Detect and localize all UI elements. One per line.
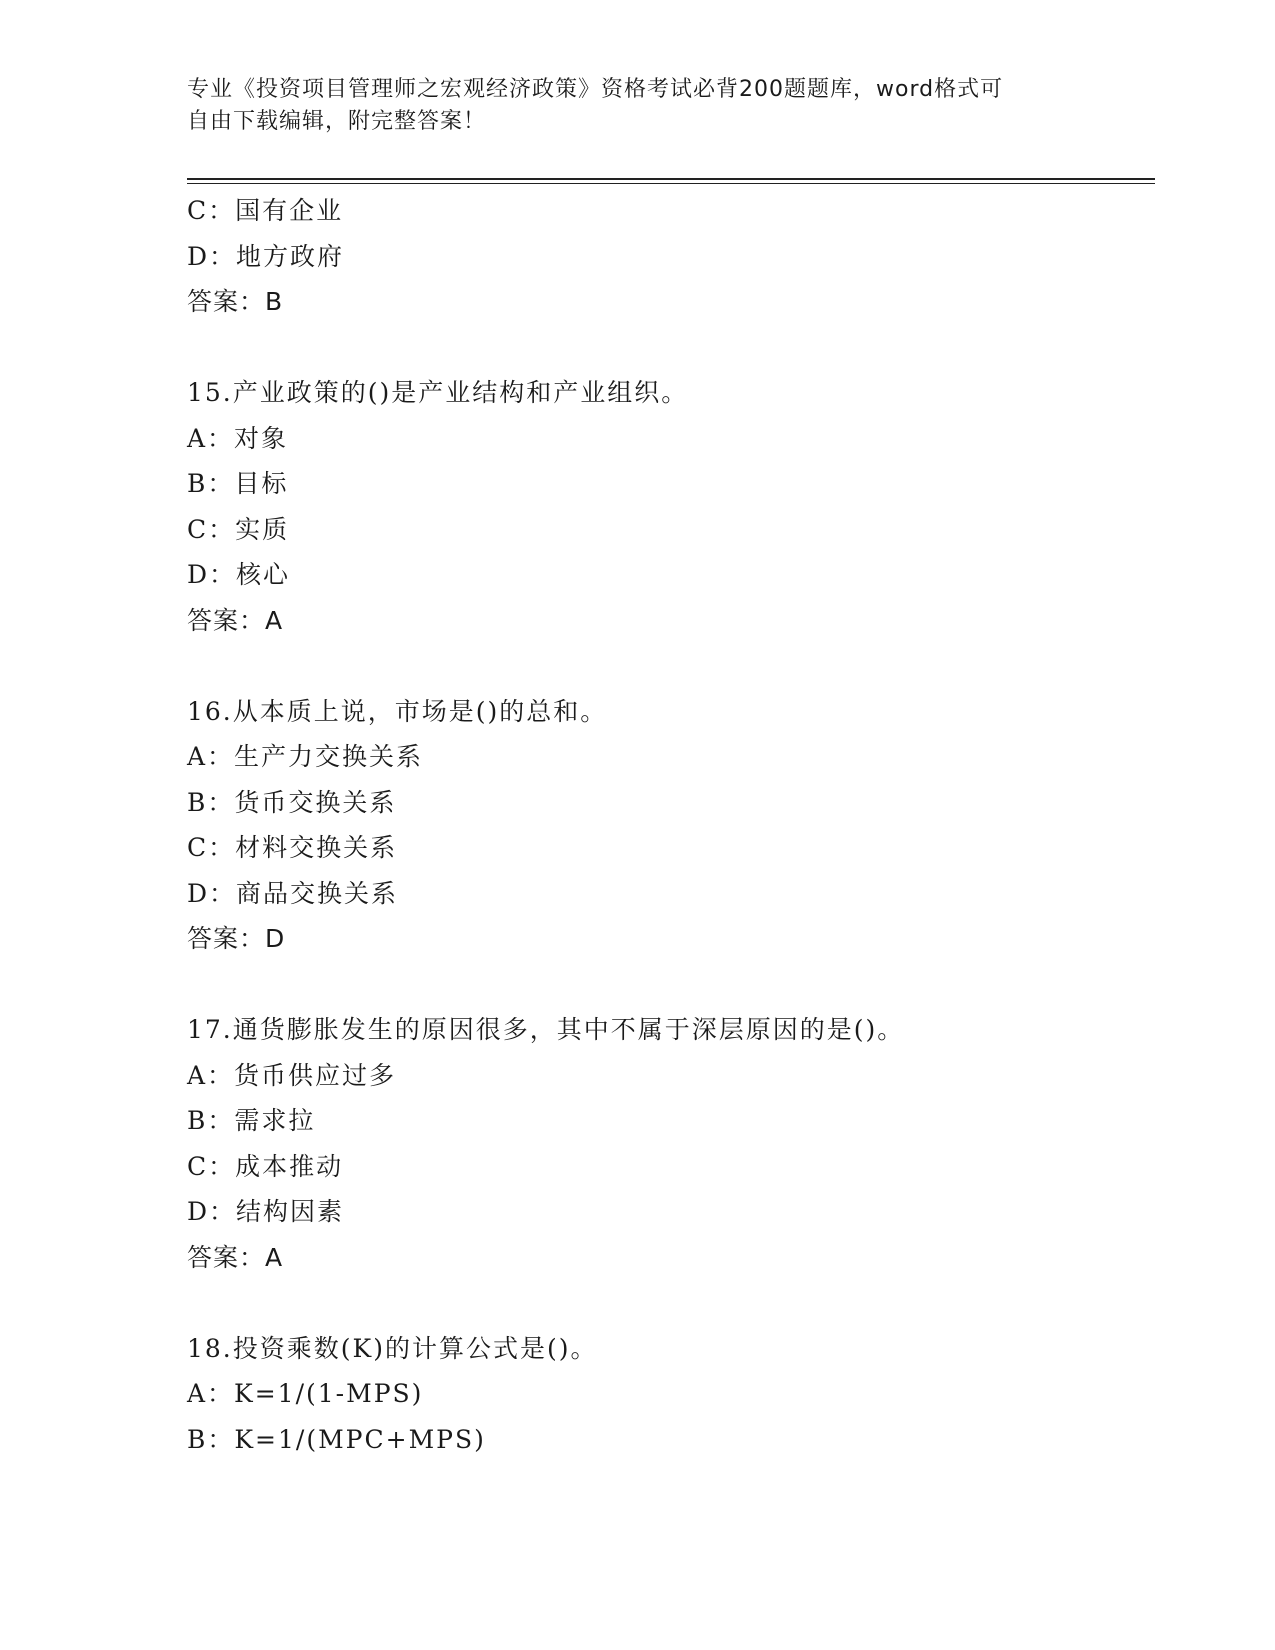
question-17 xyxy=(187,1007,1155,1280)
document-header xyxy=(187,74,1067,138)
option-a: A：对象 xyxy=(187,423,289,453)
option-a: A：生产力交换关系 xyxy=(187,742,424,771)
question-stem: 17.通货膨胀发生的原因很多，其中不属于深层原因的是()。 xyxy=(187,1015,905,1044)
question-list xyxy=(187,188,1155,1462)
option-b: B：目标 xyxy=(187,469,289,498)
answer-line: 答案：D xyxy=(187,924,286,953)
header-line-2: 自由下载编辑，附完整答案！ xyxy=(187,109,487,134)
option-d: D：核心 xyxy=(187,560,291,589)
header-rule-thin xyxy=(187,183,1155,184)
answer-line: 答案：A xyxy=(187,605,284,635)
spacer xyxy=(187,325,1155,371)
question-15 xyxy=(187,370,1155,643)
spacer xyxy=(187,962,1155,1008)
header-line-1: 专业《投资项目管理师之宏观经济政策》资格考试必背200题题库，word格式可 xyxy=(187,77,1004,102)
question-16 xyxy=(187,689,1155,962)
option-d: D：地方政府 xyxy=(187,241,345,271)
question-stem: 18.投资乘数(K)的计算公式是()。 xyxy=(187,1333,598,1363)
option-d: D：结构因素 xyxy=(187,1197,345,1226)
option-c: C：成本推动 xyxy=(187,1151,344,1181)
option-b: B：K=1/(MPC+MPS) xyxy=(187,1424,486,1454)
option-a: A：货币供应过多 xyxy=(187,1060,397,1090)
question-stem: 16.从本质上说，市场是()的总和。 xyxy=(187,696,608,726)
prev-question-block xyxy=(187,188,1155,325)
option-a: A：K=1/(1-MPS) xyxy=(187,1379,424,1408)
option-b: B：货币交换关系 xyxy=(187,787,397,817)
option-c: C：国有企业 xyxy=(187,196,344,225)
option-c: C：材料交换关系 xyxy=(187,833,398,862)
answer-line: 答案：A xyxy=(187,1242,284,1272)
spacer xyxy=(187,1280,1155,1326)
option-c: C：实质 xyxy=(187,514,290,544)
answer-line: 答案：B xyxy=(187,287,284,316)
question-stem: 15.产业政策的()是产业结构和产业组织。 xyxy=(187,378,689,407)
option-b: B：需求拉 xyxy=(187,1106,316,1135)
spacer xyxy=(187,643,1155,689)
header-rule-thick xyxy=(187,178,1155,180)
option-d: D：商品交换关系 xyxy=(187,878,399,908)
question-18 xyxy=(187,1326,1155,1463)
